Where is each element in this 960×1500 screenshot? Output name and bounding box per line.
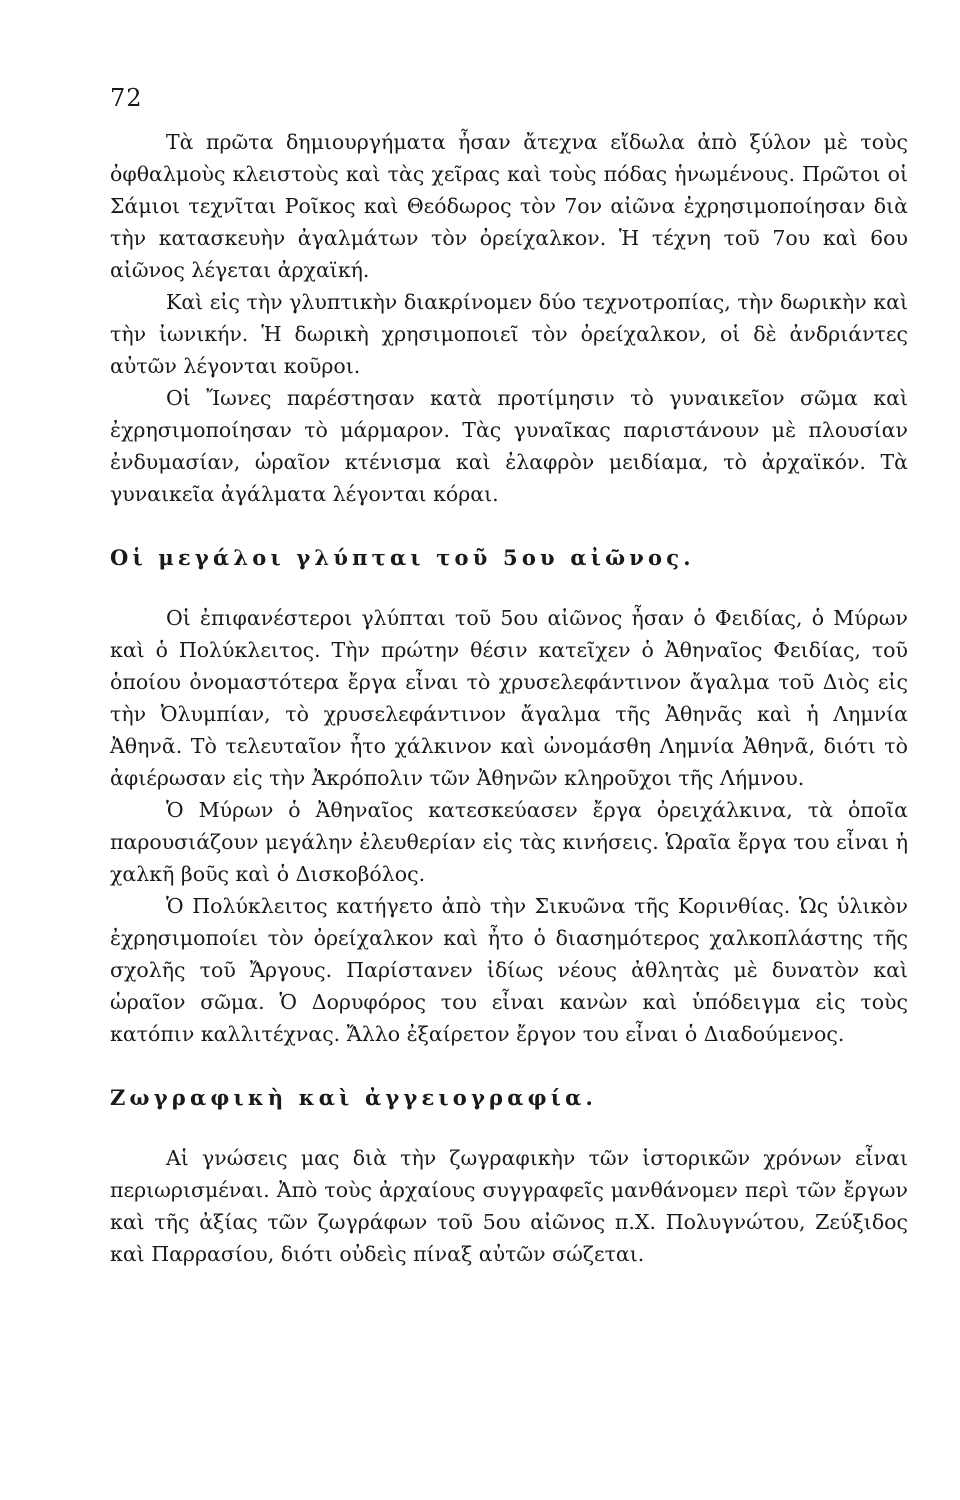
paragraph-polykleitos: Ὁ Πολύκλειτος κατήγετο ἀπὸ τὴν Σικυῶνα τῆς Κορινθίας. Ὡς ὑλικὸν ἐχρησιμοποίει τὸν ὀρείχαλκον καὶ ἦτο ὁ διασημότερος χαλκοπλάστης τῆς σχολῆς τοῦ Ἄργους. Παρίστανεν ἰδίως νέους ἀθλητὰς μὲ δυνατὸν καὶ ὡραῖον σῶμα. Ὁ Δορυφόρος του εἶναι κανὼν καὶ ὑπόδειγμα εἰς τοὺς κατόπιν καλλιτέχνας. Ἄλλο ἐξαίρετον ἔργον του εἶναι ὁ Διαδούμενος. <box>110 894 908 1046</box>
page-number: 72 <box>110 84 143 112</box>
page-body <box>110 120 908 1270</box>
paragraph-painting: Αἱ γνώσεις μας διὰ τὴν ζωγραφικὴν τῶν ἱστορικῶν χρόνων εἶναι περιωρισμέναι. Ἀπὸ τοὺς ἀρχαίους συγγραφεῖς μανθάνομεν περὶ τῶν ἔργων καὶ τῆς ἀξίας τῶν ζωγράφων τοῦ 5ου αἰῶνος π.Χ. Πολυγνώτου, Ζεύξιδος καὶ Παρρασίου, διότι οὐδεὶς πίναξ αὐτῶν σώζεται. <box>110 1146 908 1266</box>
spacer <box>110 510 908 542</box>
paragraph-ionians: Οἱ Ἴωνες παρέστησαν κατὰ προτίμησιν τὸ γυναικεῖον σῶμα καὶ ἐχρησιμοποίησαν τὸ μάρμαρον. Τὰς γυναῖκας παριστάνουν μὲ πλουσίαν ἐνδυμασίαν, ὡραῖον κτένισμα καὶ ἐλαφρὸν μειδίαμα, τὸ ἀρχαϊκόν. Τὰ γυναικεῖα ἀγάλματα λέγονται κόραι. <box>110 386 908 506</box>
heading-painting: Ζωγραφικὴ καὶ ἀγγειογραφία. <box>110 1085 598 1110</box>
spacer <box>110 1114 908 1142</box>
spacer <box>110 1050 908 1082</box>
paragraph-doric-ionic: Καὶ εἰς τὴν γλυπτικὴν διακρίνομεν δύο τεχνοτροπίας, τὴν δωρικὴν καὶ τὴν ἰωνικήν. Ἡ δωρικὴ χρησιμοποιεῖ τὸν ὀρείχαλκον, οἱ δὲ ἀνδριάντες αὐτῶν λέγονται κοῦροι. <box>110 290 908 378</box>
paragraph-myron: Ὁ Μύρων ὁ Ἀθηναῖος κατεσκεύασεν ἔργα ὀρειχάλκινα, τὰ ὁποῖα παρουσιάζουν μεγάλην ἐλευθερίαν εἰς τὰς κινήσεις. Ὡραῖα ἔργα του εἶναι ἡ χαλκῆ βοῦς καὶ ὁ Δισκοβόλος. <box>110 798 908 886</box>
spacer <box>110 574 908 602</box>
heading-great-sculptors: Οἱ μεγάλοι γλύπται τοῦ 5ου αἰῶνος. <box>110 545 695 570</box>
paragraph-pheidias: Οἱ ἐπιφανέστεροι γλύπται τοῦ 5ου αἰῶνος ἦσαν ὁ Φειδίας, ὁ Μύρων καὶ ὁ Πολύκλειτος. Τὴν πρώτην θέσιν κατεῖχεν ὁ Ἀθηναῖος Φειδίας, τοῦ ὁποίου ὀνομαστότερα ἔργα εἶναι τὸ χρυσελεφάντινον ἄγαλμα τοῦ Διὸς εἰς τὴν Ὀλυμπίαν, τὸ χρυσελεφάντινον ἄγαλμα τῆς Ἀθηνᾶς καὶ ἡ Λημνία Ἀθηνᾶ. Τὸ τελευταῖον ἦτο χάλκινον καὶ ὠνομάσθη Λημνία Ἀθηνᾶ, διότι τὸ ἀφιέρωσαν εἰς τὴν Ἀκρόπολιν τῶν Ἀθηνῶν κληροῦχοι τῆς Λήμνου. <box>110 606 908 790</box>
paragraph-archaic-sculpture: Τὰ πρῶτα δημιουργήματα ἦσαν ἄτεχνα εἴδωλα ἀπὸ ξύλον μὲ τοὺς ὀφθαλμοὺς κλειστοὺς καὶ τὰς χεῖρας καὶ τοὺς πόδας ἡνωμένους. Πρῶτοι οἱ Σάμιοι τεχνῖται Ροῖκος καὶ Θεόδωρος τὸν 7ον αἰῶνα ἐχρησιμοποίησαν διὰ τὴν κατασκευὴν ἀγαλμάτων τὸν ὀρείχαλκον. Ἡ τέχνη τοῦ 7ου καὶ 6ου αἰῶνος λέγεται ἀρχαϊκή. <box>110 130 908 282</box>
